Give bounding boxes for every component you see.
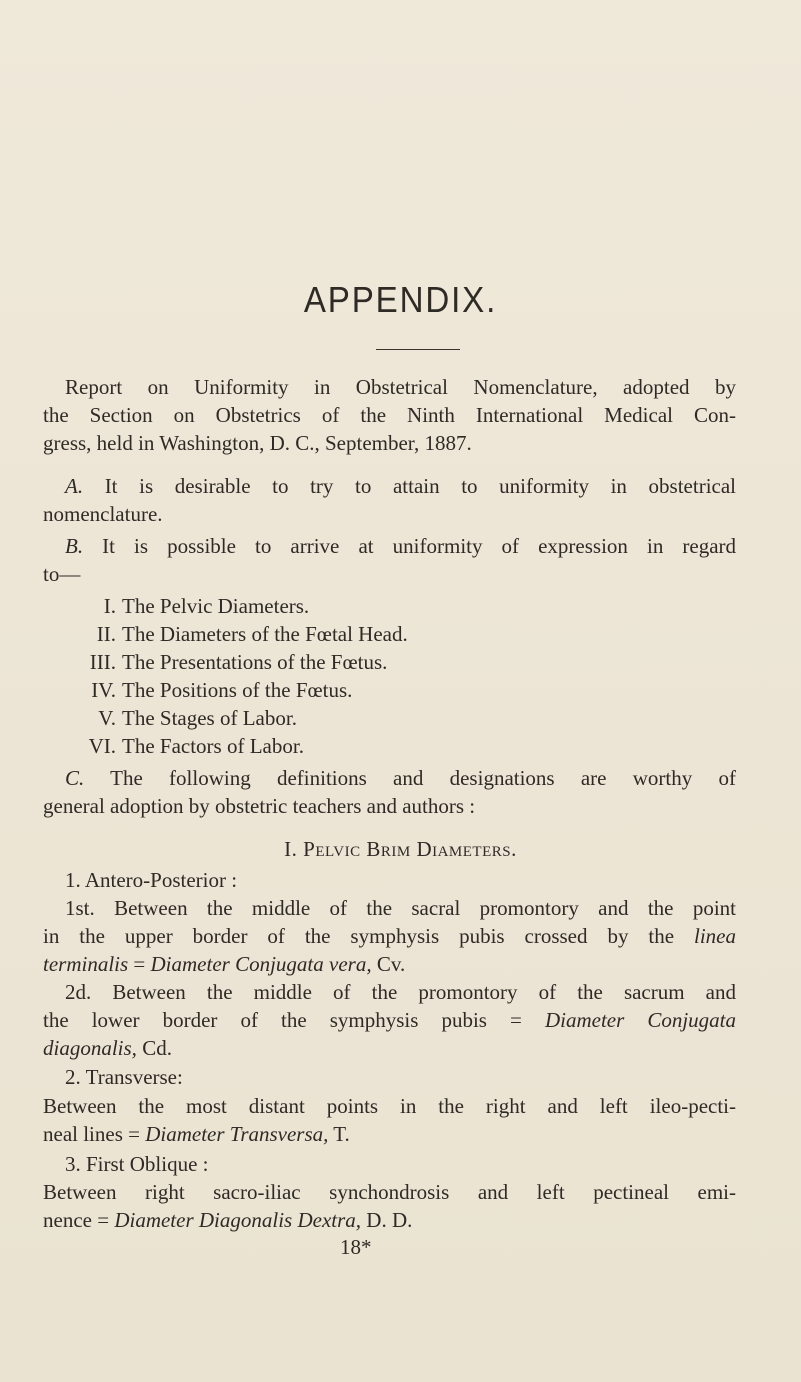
- intro-line-1: Report on Uniformity in Obstetrical Nomenclature, adopted by: [65, 375, 736, 399]
- transverse-text: neal lines: [43, 1122, 123, 1146]
- intro-line-3: gress, held in Washington, D. C., September, 1887.: [43, 431, 472, 455]
- list-item-2: The Diameters of the Fœtal Head.: [122, 622, 408, 646]
- oblique-line-1: Between right sacro-iliac synchondrosis and left pectineal emi-: [43, 1180, 736, 1204]
- clause-a-line-1: [65, 472, 736, 500]
- list-item-1: The Pelvic Diameters.: [122, 594, 310, 618]
- cv-abbrev: Cv.: [371, 952, 406, 976]
- list-num-5: V.: [98, 706, 116, 730]
- list-num-6: VI.: [88, 734, 116, 758]
- transverse-line-1: Between the most distant points in the right and left ileo-pecti-: [43, 1094, 736, 1118]
- clause-a-label: A.: [65, 474, 84, 498]
- intro-line-2: the Section on Obstetrics of the Ninth International Medical Con-: [43, 403, 736, 427]
- second-diameter-text: the lower border of the symphysis pubis: [43, 1008, 487, 1032]
- list-item-6: The Factors of Labor.: [122, 734, 304, 758]
- conjugata-vera-term: Diameter Conjugata vera,: [150, 952, 372, 976]
- list-num-1: I.: [103, 594, 116, 618]
- oblique-text: nence: [43, 1208, 92, 1232]
- list-item-4: The Positions of the Fœtus.: [122, 678, 353, 702]
- second-diameter-line-2: [43, 1006, 736, 1034]
- clause-a-text: It is desirable to try to attain to uniformity in obstetrical: [104, 474, 736, 498]
- first-diameter-line-2: [43, 922, 736, 950]
- second-diameter-line-1: 2d. Between the middle of the promontory of the sacrum and: [65, 980, 736, 1004]
- dd-abbrev: D. D.: [361, 1208, 413, 1232]
- list-num-4: IV.: [91, 678, 116, 702]
- diagonalis-dextra-term: Diameter Diagonalis Dextra,: [114, 1208, 362, 1232]
- first-diameter-line-3: [43, 950, 405, 978]
- clause-b-line-2: to—: [43, 562, 81, 586]
- list-item-5: The Stages of Labor.: [122, 706, 297, 730]
- clause-c-line-2: general adoption by obstetric teachers and authors :: [43, 794, 476, 818]
- linea-term: linea: [694, 924, 737, 948]
- diagonalis-term: diagonalis,: [43, 1036, 137, 1060]
- equals-4: =: [91, 1208, 115, 1232]
- signature-mark: 18*: [340, 1235, 372, 1259]
- t-abbrev: T.: [328, 1122, 350, 1146]
- first-diameter-text: in the upper border of the symphysis pubis crossed by the: [43, 924, 675, 948]
- clause-b-label: B.: [65, 534, 84, 558]
- first-diameter-line-1: 1st. Between the middle of the sacral promontory and the point: [65, 896, 736, 920]
- second-diameter-line-3: [43, 1034, 172, 1062]
- clause-a-line-2: nomenclature.: [43, 502, 163, 526]
- cd-abbrev: Cd.: [136, 1036, 172, 1060]
- transverse-heading: 2. Transverse:: [65, 1065, 183, 1089]
- list-item-3: The Presentations of the Fœtus.: [122, 650, 388, 674]
- list-num-2: II.: [96, 622, 116, 646]
- clause-c-label: C.: [65, 766, 85, 790]
- clause-c-line-1: [65, 764, 736, 792]
- transversa-term: Diameter Transversa,: [145, 1122, 329, 1146]
- clause-b-text: It is possible to arrive at uniformity of expression in regard: [102, 534, 737, 558]
- equals-2: =: [486, 1008, 545, 1032]
- equals-1: =: [128, 952, 151, 976]
- transverse-line-2: [43, 1120, 350, 1148]
- page-title: APPENDIX.: [303, 279, 498, 320]
- section-heading: I. Pelvic Brim Diameters.: [284, 837, 517, 861]
- clause-c-text: The following definitions and designations are worthy of: [110, 766, 736, 790]
- clause-b-line-1: [65, 532, 736, 560]
- list-num-3: III.: [89, 650, 116, 674]
- conjugata-diagonalis-term: Diameter Conjugata: [544, 1008, 737, 1032]
- antero-posterior-heading: 1. Antero-Posterior :: [65, 868, 238, 892]
- equals-3: =: [122, 1122, 146, 1146]
- oblique-line-2: [43, 1206, 412, 1234]
- oblique-heading: 3. First Oblique :: [65, 1152, 209, 1176]
- terminalis-term: terminalis: [43, 952, 129, 976]
